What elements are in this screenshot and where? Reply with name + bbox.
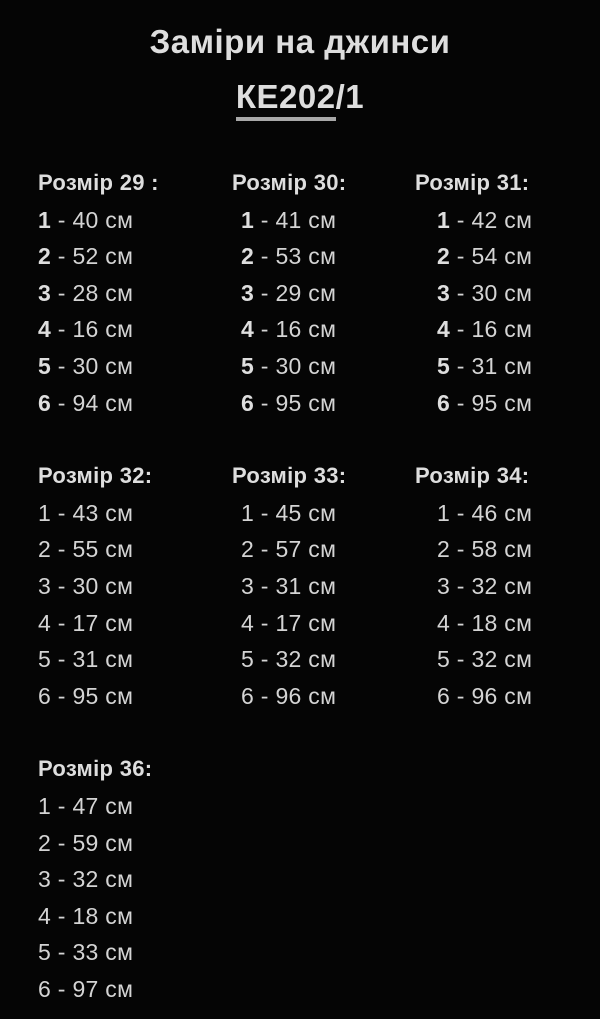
- measure-value: 31 см: [471, 352, 533, 379]
- size-block: [232, 165, 415, 421]
- measure-value: 16 см: [275, 316, 337, 343]
- measure-separator: -: [51, 792, 73, 819]
- measure-separator: -: [51, 536, 73, 563]
- measurement-row: [415, 641, 600, 678]
- size-label: Розмір 34:: [415, 463, 530, 489]
- measurement-row: [415, 348, 600, 385]
- measure-separator: -: [51, 279, 73, 306]
- measure-num: 6: [437, 682, 451, 709]
- size-block: [415, 458, 600, 714]
- measure-separator: -: [254, 609, 276, 636]
- measure-num: 5: [437, 352, 451, 379]
- measure-num: 3: [241, 279, 255, 306]
- measurement-row: [232, 311, 415, 348]
- measure-value: 16 см: [471, 316, 533, 343]
- measurement-row: [415, 568, 600, 605]
- measure-value: 30 см: [72, 352, 134, 379]
- measure-num: 3: [38, 866, 52, 893]
- measure-num: 4: [38, 902, 52, 929]
- measure-separator: -: [254, 682, 276, 709]
- measure-num: 2: [241, 243, 255, 270]
- measure-num: 2: [437, 243, 451, 270]
- measure-num: 5: [38, 352, 52, 379]
- measurement-row: [232, 568, 415, 605]
- measure-separator: -: [450, 609, 472, 636]
- measure-value: 32 см: [72, 866, 134, 893]
- measure-num: 4: [437, 609, 451, 636]
- measure-separator: -: [254, 536, 276, 563]
- measure-separator: -: [51, 499, 73, 526]
- measure-separator: -: [450, 536, 472, 563]
- measurement-row: [38, 275, 232, 312]
- measure-separator: -: [450, 499, 472, 526]
- measure-separator: -: [51, 975, 73, 1002]
- measure-separator: -: [254, 389, 276, 416]
- measure-separator: -: [450, 243, 472, 270]
- measurement-row: [38, 568, 232, 605]
- measurement-row: [38, 495, 232, 532]
- size-block: [38, 751, 232, 1007]
- measure-value: 96 см: [275, 682, 337, 709]
- measure-num: 1: [437, 499, 451, 526]
- measure-num: 1: [241, 499, 255, 526]
- measure-separator: -: [51, 389, 73, 416]
- measurement-row: [415, 275, 600, 312]
- measure-value: 96 см: [471, 682, 533, 709]
- measure-num: 1: [38, 499, 52, 526]
- measure-num: 6: [38, 682, 52, 709]
- measure-value: 30 см: [275, 352, 337, 379]
- measure-num: 1: [241, 206, 255, 233]
- measurement-row: [38, 311, 232, 348]
- measure-num: 4: [241, 609, 255, 636]
- measure-separator: -: [450, 572, 472, 599]
- measure-num: 2: [241, 536, 255, 563]
- measure-value: 16 см: [72, 316, 134, 343]
- measure-value: 30 см: [471, 279, 533, 306]
- measure-separator: -: [254, 499, 276, 526]
- measure-separator: -: [254, 352, 276, 379]
- measure-value: 18 см: [471, 609, 533, 636]
- measure-num: 5: [38, 646, 52, 673]
- measurement-list: [415, 495, 600, 715]
- measure-separator: -: [450, 279, 472, 306]
- measurement-row: [232, 202, 415, 239]
- measure-num: 2: [38, 536, 52, 563]
- measure-value: 18 см: [72, 902, 134, 929]
- measure-num: 4: [38, 609, 52, 636]
- measure-value: 59 см: [72, 829, 134, 856]
- measure-separator: -: [51, 939, 73, 966]
- measure-separator: -: [254, 646, 276, 673]
- measurement-row: [415, 605, 600, 642]
- measure-value: 32 см: [275, 646, 337, 673]
- measure-num: 4: [437, 316, 451, 343]
- measurement-row: [38, 861, 232, 898]
- measure-value: 55 см: [72, 536, 134, 563]
- measurement-row: [38, 202, 232, 239]
- measurement-row: [232, 678, 415, 715]
- measure-value: 41 см: [275, 206, 337, 233]
- measure-num: 3: [38, 572, 52, 599]
- measurement-list: [38, 495, 232, 715]
- measure-value: 97 см: [72, 975, 134, 1002]
- product-code-suffix: /1: [335, 78, 365, 115]
- measure-separator: -: [450, 352, 472, 379]
- size-block: [38, 165, 232, 421]
- size-block: [38, 458, 232, 714]
- measure-num: 2: [38, 243, 52, 270]
- measure-separator: -: [51, 206, 73, 233]
- measurement-row: [415, 311, 600, 348]
- measurement-row: [232, 531, 415, 568]
- measurement-row: [38, 788, 232, 825]
- measurement-list: [232, 495, 415, 715]
- measurement-row: [38, 934, 232, 971]
- size-label: Розмір 36:: [38, 756, 153, 782]
- measurement-row: [232, 275, 415, 312]
- measure-separator: -: [254, 572, 276, 599]
- measure-num: 2: [38, 829, 52, 856]
- measurement-row: [415, 385, 600, 422]
- measure-num: 3: [38, 279, 52, 306]
- measure-separator: -: [450, 682, 472, 709]
- measure-separator: -: [51, 646, 73, 673]
- measurement-row: [232, 495, 415, 532]
- measurement-row: [415, 238, 600, 275]
- size-block: [232, 458, 415, 714]
- measure-separator: -: [254, 243, 276, 270]
- measure-separator: -: [51, 572, 73, 599]
- measure-num: 1: [38, 206, 52, 233]
- measurement-list: [38, 202, 232, 422]
- measure-value: 58 см: [471, 536, 533, 563]
- measure-value: 17 см: [72, 609, 134, 636]
- measure-value: 28 см: [72, 279, 134, 306]
- page-title: Заміри на джинси: [149, 23, 451, 60]
- measure-value: 52 см: [72, 243, 134, 270]
- measure-separator: -: [51, 243, 73, 270]
- measure-num: 2: [437, 536, 451, 563]
- measure-num: 3: [437, 572, 451, 599]
- measure-value: 53 см: [275, 243, 337, 270]
- measure-separator: -: [450, 206, 472, 233]
- measure-value: 29 см: [275, 279, 337, 306]
- size-grid: [38, 165, 600, 1007]
- measure-num: 5: [241, 352, 255, 379]
- measurement-row: [232, 641, 415, 678]
- measurement-row: [232, 348, 415, 385]
- measure-value: 30 см: [72, 572, 134, 599]
- measure-num: 6: [437, 389, 451, 416]
- measure-num: 6: [38, 389, 52, 416]
- measure-num: 1: [437, 206, 451, 233]
- size-label: Розмір 30:: [232, 170, 347, 195]
- measure-num: 6: [38, 975, 52, 1002]
- measure-value: 31 см: [275, 572, 337, 599]
- product-code-underlined: КЕ202: [236, 78, 336, 121]
- measure-num: 3: [241, 572, 255, 599]
- measure-value: 17 см: [275, 609, 337, 636]
- measure-value: 40 см: [72, 206, 134, 233]
- measure-num: 6: [241, 682, 255, 709]
- measurement-row: [232, 238, 415, 275]
- measure-separator: -: [51, 866, 73, 893]
- measure-value: 45 см: [275, 499, 337, 526]
- measure-separator: -: [51, 352, 73, 379]
- measure-num: 3: [437, 279, 451, 306]
- measure-separator: -: [254, 206, 276, 233]
- measurement-row: [415, 495, 600, 532]
- measure-value: 43 см: [72, 499, 134, 526]
- measure-separator: -: [51, 902, 73, 929]
- measure-separator: -: [51, 829, 73, 856]
- measure-value: 32 см: [471, 572, 533, 599]
- measure-value: 46 см: [471, 499, 533, 526]
- measurement-list: [232, 202, 415, 422]
- measurement-row: [415, 202, 600, 239]
- measure-separator: -: [450, 389, 472, 416]
- measure-num: 5: [241, 646, 255, 673]
- measurement-list: [415, 202, 600, 422]
- measurement-row: [38, 605, 232, 642]
- measurement-row: [38, 678, 232, 715]
- measure-num: 5: [437, 646, 451, 673]
- size-label: Розмір 33:: [232, 463, 347, 489]
- measure-separator: -: [254, 279, 276, 306]
- size-label: Розмір 29 :: [38, 170, 159, 195]
- measure-value: 33 см: [72, 939, 134, 966]
- measure-value: 95 см: [72, 682, 134, 709]
- measurement-row: [415, 678, 600, 715]
- measure-num: 5: [38, 939, 52, 966]
- measure-separator: -: [450, 646, 472, 673]
- measurement-row: [38, 898, 232, 935]
- measure-num: 4: [38, 316, 52, 343]
- size-block: [415, 165, 600, 421]
- size-label: Розмір 32:: [38, 463, 153, 489]
- measure-separator: -: [51, 609, 73, 636]
- measure-separator: -: [51, 682, 73, 709]
- measurement-row: [38, 825, 232, 862]
- measurement-row: [38, 385, 232, 422]
- measurement-row: [38, 971, 232, 1008]
- measure-value: 95 см: [471, 389, 533, 416]
- measure-value: 54 см: [471, 243, 533, 270]
- measure-num: 1: [38, 792, 52, 819]
- measure-value: 47 см: [72, 792, 134, 819]
- measure-value: 94 см: [72, 389, 134, 416]
- measurement-row: [38, 531, 232, 568]
- measurement-row: [415, 531, 600, 568]
- measure-num: 6: [241, 389, 255, 416]
- measure-value: 57 см: [275, 536, 337, 563]
- measurement-row: [38, 641, 232, 678]
- measurement-row: [38, 238, 232, 275]
- measure-value: 42 см: [471, 206, 533, 233]
- measure-separator: -: [450, 316, 472, 343]
- measurement-list: [38, 788, 232, 1008]
- measure-value: 32 см: [471, 646, 533, 673]
- measure-num: 4: [241, 316, 255, 343]
- measure-value: 31 см: [72, 646, 134, 673]
- product-code: [0, 77, 600, 117]
- size-label: Розмір 31:: [415, 170, 530, 195]
- measure-separator: -: [51, 316, 73, 343]
- measurement-row: [232, 385, 415, 422]
- measure-value: 95 см: [275, 389, 337, 416]
- measurement-row: [232, 605, 415, 642]
- measurement-row: [38, 348, 232, 385]
- measure-separator: -: [254, 316, 276, 343]
